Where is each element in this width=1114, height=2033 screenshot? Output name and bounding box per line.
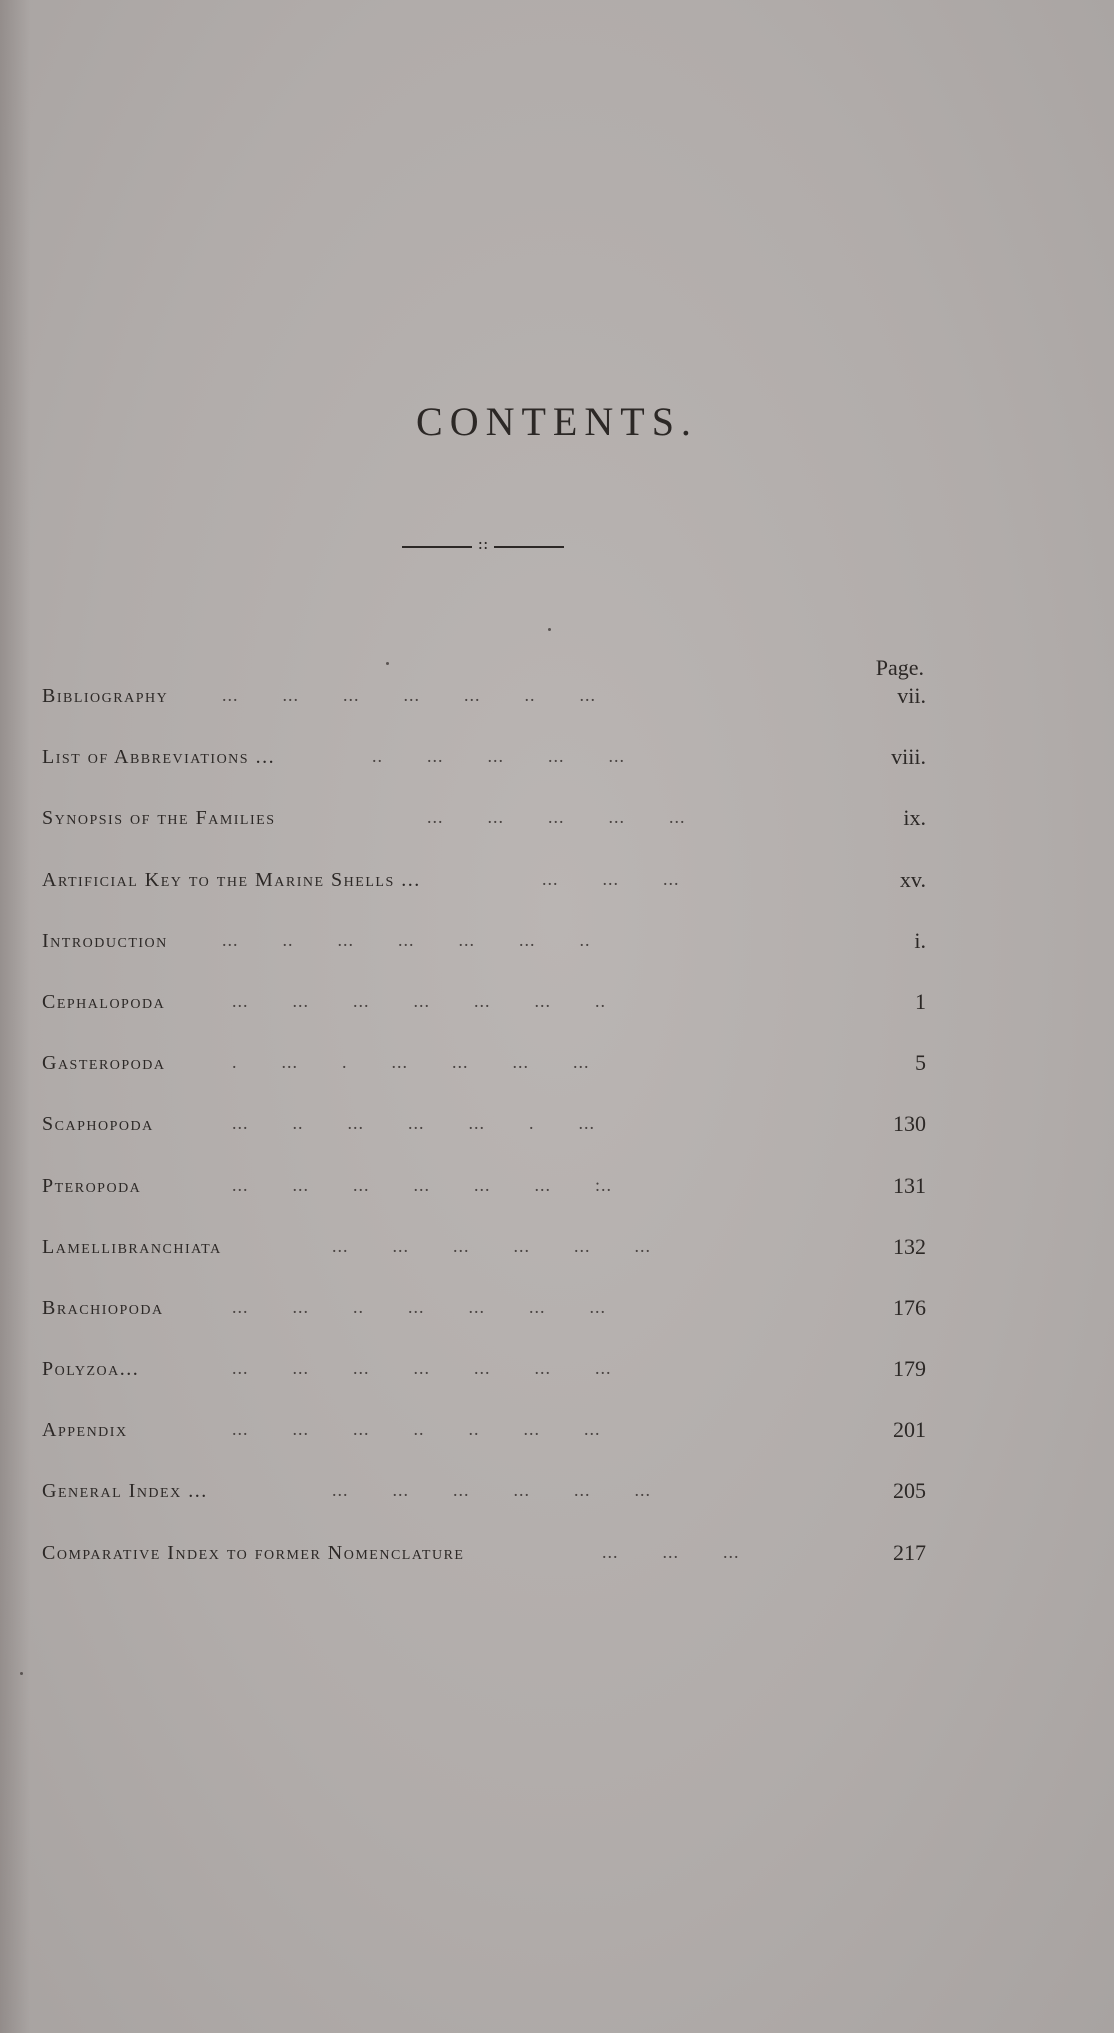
toc-entry-label: Pteropoda: [42, 1174, 142, 1197]
ornament-rule-right: [494, 546, 564, 548]
toc-entry-leaders: ... ... ... ... ... ...: [332, 1235, 651, 1256]
toc-entry-page-number: 217: [893, 1539, 926, 1565]
toc-entry: [42, 1478, 926, 1539]
toc-entry: [42, 1111, 926, 1172]
toc-entry: [42, 805, 926, 866]
toc-entry-leaders: ... ... ... ... ...: [427, 807, 686, 828]
toc-entry-label: Synopsis of the Families: [42, 807, 276, 830]
toc-entry-label: Gasteropoda: [42, 1052, 166, 1075]
toc-entry: [42, 989, 926, 1050]
toc-entry-leaders: . ... . ... ... ... ...: [232, 1052, 590, 1073]
toc-entry-label: Brachiopoda: [42, 1296, 164, 1319]
toc-entry-leaders: ... ... ... ... ... .. ...: [222, 685, 596, 705]
ornament-rule-left: [402, 546, 472, 548]
toc-entry: [42, 683, 926, 744]
toc-entry-label: Cephalopoda: [42, 990, 166, 1013]
ornament-colons: ::: [477, 534, 489, 553]
toc-entry-label: Scaphopoda: [42, 1113, 154, 1136]
toc-entry-leaders: ... ... ... ... ... ...: [332, 1480, 651, 1501]
toc-entry-page-number: 1: [915, 988, 926, 1014]
toc-entry-leaders: ... ... ... ... ... ... ...: [232, 1358, 612, 1379]
toc-entry-page-number: xv.: [899, 866, 926, 892]
toc-entry-page-number: 201: [893, 1417, 926, 1443]
toc-entry-page-number: 205: [893, 1478, 926, 1504]
toc-entry: [42, 1234, 926, 1295]
toc-entry: [42, 1050, 926, 1111]
table-of-contents: [42, 683, 926, 1601]
toc-entry-page-number: 131: [893, 1172, 926, 1198]
toc-entry-page-number: ix.: [903, 805, 926, 831]
toc-entry-page-number: 5: [915, 1050, 926, 1076]
toc-entry-label: Bibliography: [42, 685, 169, 707]
toc-entry-leaders: ... ... ... ... ... ... :..: [232, 1174, 613, 1195]
toc-entry-page-number: i.: [914, 927, 926, 953]
toc-entry: [42, 1356, 926, 1417]
toc-entry-label: Lamellibranchiata: [42, 1235, 222, 1258]
toc-entry-label: Artificial Key to the Marine Shells ...: [42, 868, 421, 891]
title-ornament: [402, 534, 564, 554]
paper-speck: [20, 1672, 23, 1675]
toc-entry-leaders: ... ... .. ... ... ... ...: [232, 1296, 606, 1317]
spine-shadow: [0, 0, 30, 2033]
page-title: CONTENTS.: [416, 399, 698, 444]
toc-entry-page-number: 179: [893, 1356, 926, 1382]
paper-speck: [386, 662, 389, 665]
toc-entry: [42, 1295, 926, 1356]
toc-entry-leaders: ... .. ... ... ... . ...: [232, 1113, 595, 1134]
toc-entry-label: Polyzoa...: [42, 1358, 140, 1381]
toc-entry-leaders: ... .. ... ... ... ... ..: [222, 929, 591, 950]
toc-entry-page-number: 132: [893, 1233, 926, 1259]
toc-entry: [42, 1417, 926, 1478]
page-column-header: Page.: [875, 655, 924, 680]
toc-entry: [42, 744, 926, 805]
toc-entry-leaders: .. ... ... ... ...: [372, 746, 625, 767]
toc-entry-page-number: viii.: [891, 744, 926, 770]
toc-entry-label: Comparative Index to former Nomenclature: [42, 1541, 465, 1564]
toc-entry-label: General Index ...: [42, 1480, 208, 1503]
paper-speck: [548, 628, 551, 631]
toc-entry-leaders: ... ... ...: [542, 868, 680, 889]
toc-entry-page-number: 176: [893, 1294, 926, 1320]
toc-entry-page-number: vii.: [897, 683, 926, 708]
toc-entry-leaders: ... ... ... ... ... ... ..: [232, 990, 606, 1011]
toc-entry-label: Appendix: [42, 1419, 128, 1442]
toc-entry-label: List of Abbreviations ...: [42, 746, 276, 769]
toc-entry: [42, 1540, 926, 1601]
toc-entry-leaders: ... ... ... .. .. ... ...: [232, 1419, 601, 1440]
toc-entry-label: Introduction: [42, 929, 168, 952]
toc-entry-page-number: 130: [893, 1111, 926, 1137]
toc-entry: [42, 867, 926, 928]
toc-entry: [42, 928, 926, 989]
toc-entry-leaders: ... ... ...: [602, 1541, 740, 1562]
toc-entry: [42, 1173, 926, 1234]
